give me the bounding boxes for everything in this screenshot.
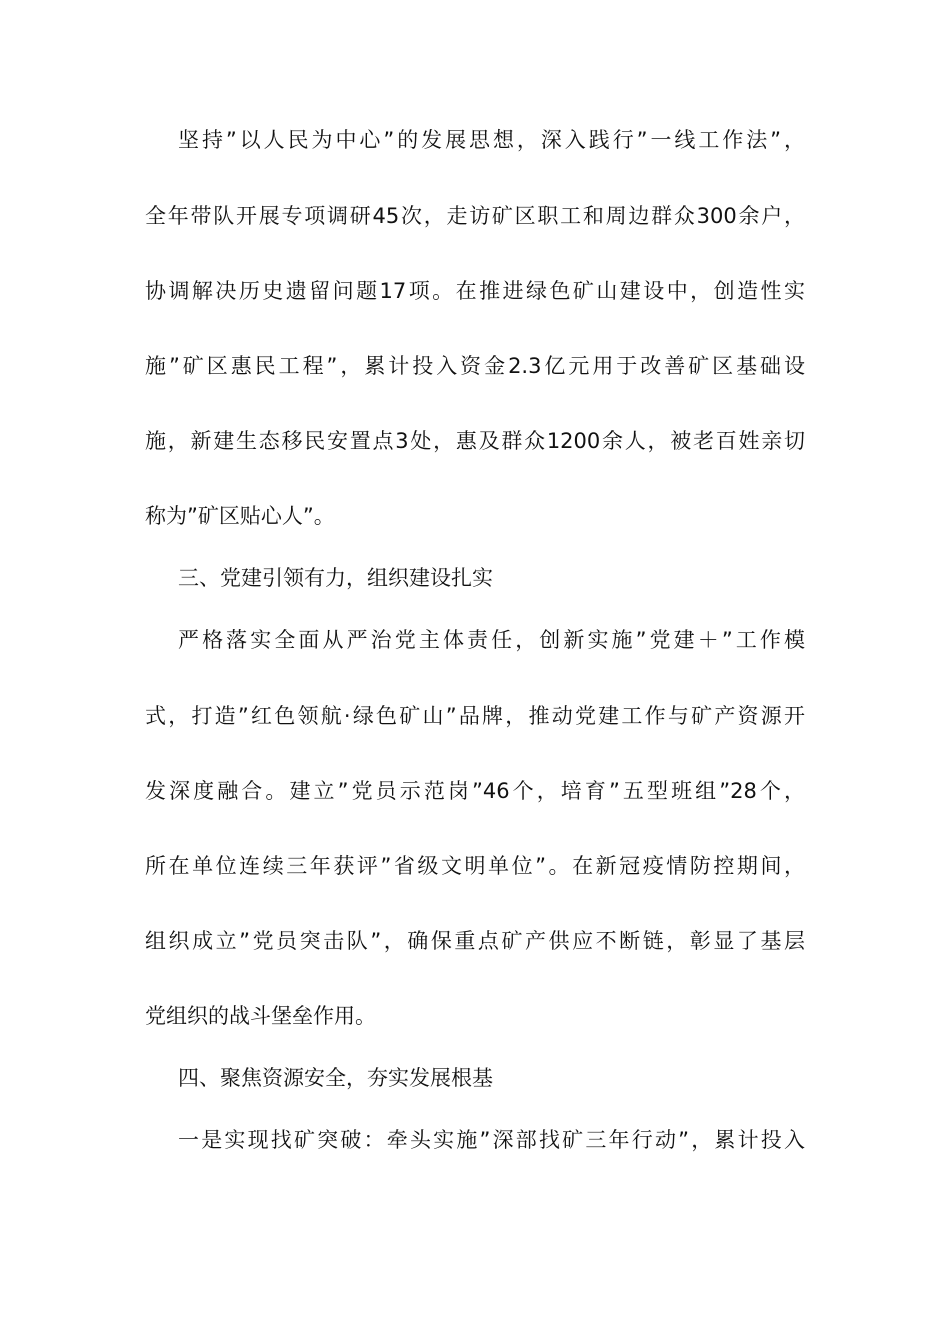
text-line: 协调解决历史遗留问题17项。在推进绿色矿山建设中，创造性实 [145,279,805,303]
text-line: 组织成立”党员突击队”，确保重点矿产供应不断链，彰显了基层 [145,929,805,953]
text-line: 党组织的战斗堡垒作用。 [145,1004,376,1028]
text-line: 施，新建生态移民安置点3处，惠及群众1200余人，被老百姓亲切 [145,429,805,453]
text-line: 全年带队开展专项调研45次，走访矿区职工和周边群众300余户， [145,204,805,228]
text-line: 式，打造”红色领航·绿色矿山”品牌，推动党建工作与矿产资源开 [145,704,805,728]
text-line: 所在单位连续三年获评”省级文明单位”。在新冠疫情防控期间， [145,854,805,878]
text-line: 发深度融合。建立”党员示范岗”46个，培育”五型班组”28个， [145,779,805,803]
text-line: 称为”矿区贴心人”。 [145,504,335,528]
text-line: 坚持”以人民为中心”的发展思想，深入践行”一线工作法”， [178,128,805,152]
text-line: 施”矿区惠民工程”，累计投入资金2.3亿元用于改善矿区基础设 [145,354,805,378]
text-line: 严格落实全面从严治党主体责任，创新实施”党建＋”工作模 [178,628,805,652]
paragraph-prospecting: 一是实现找矿突破：牵头实施”深部找矿三年行动”，累计投入 [178,1128,805,1152]
section-heading-3: 三、党建引领有力，组织建设扎实 [178,566,493,590]
section-heading-4: 四、聚焦资源安全，夯实发展根基 [178,1066,493,1090]
